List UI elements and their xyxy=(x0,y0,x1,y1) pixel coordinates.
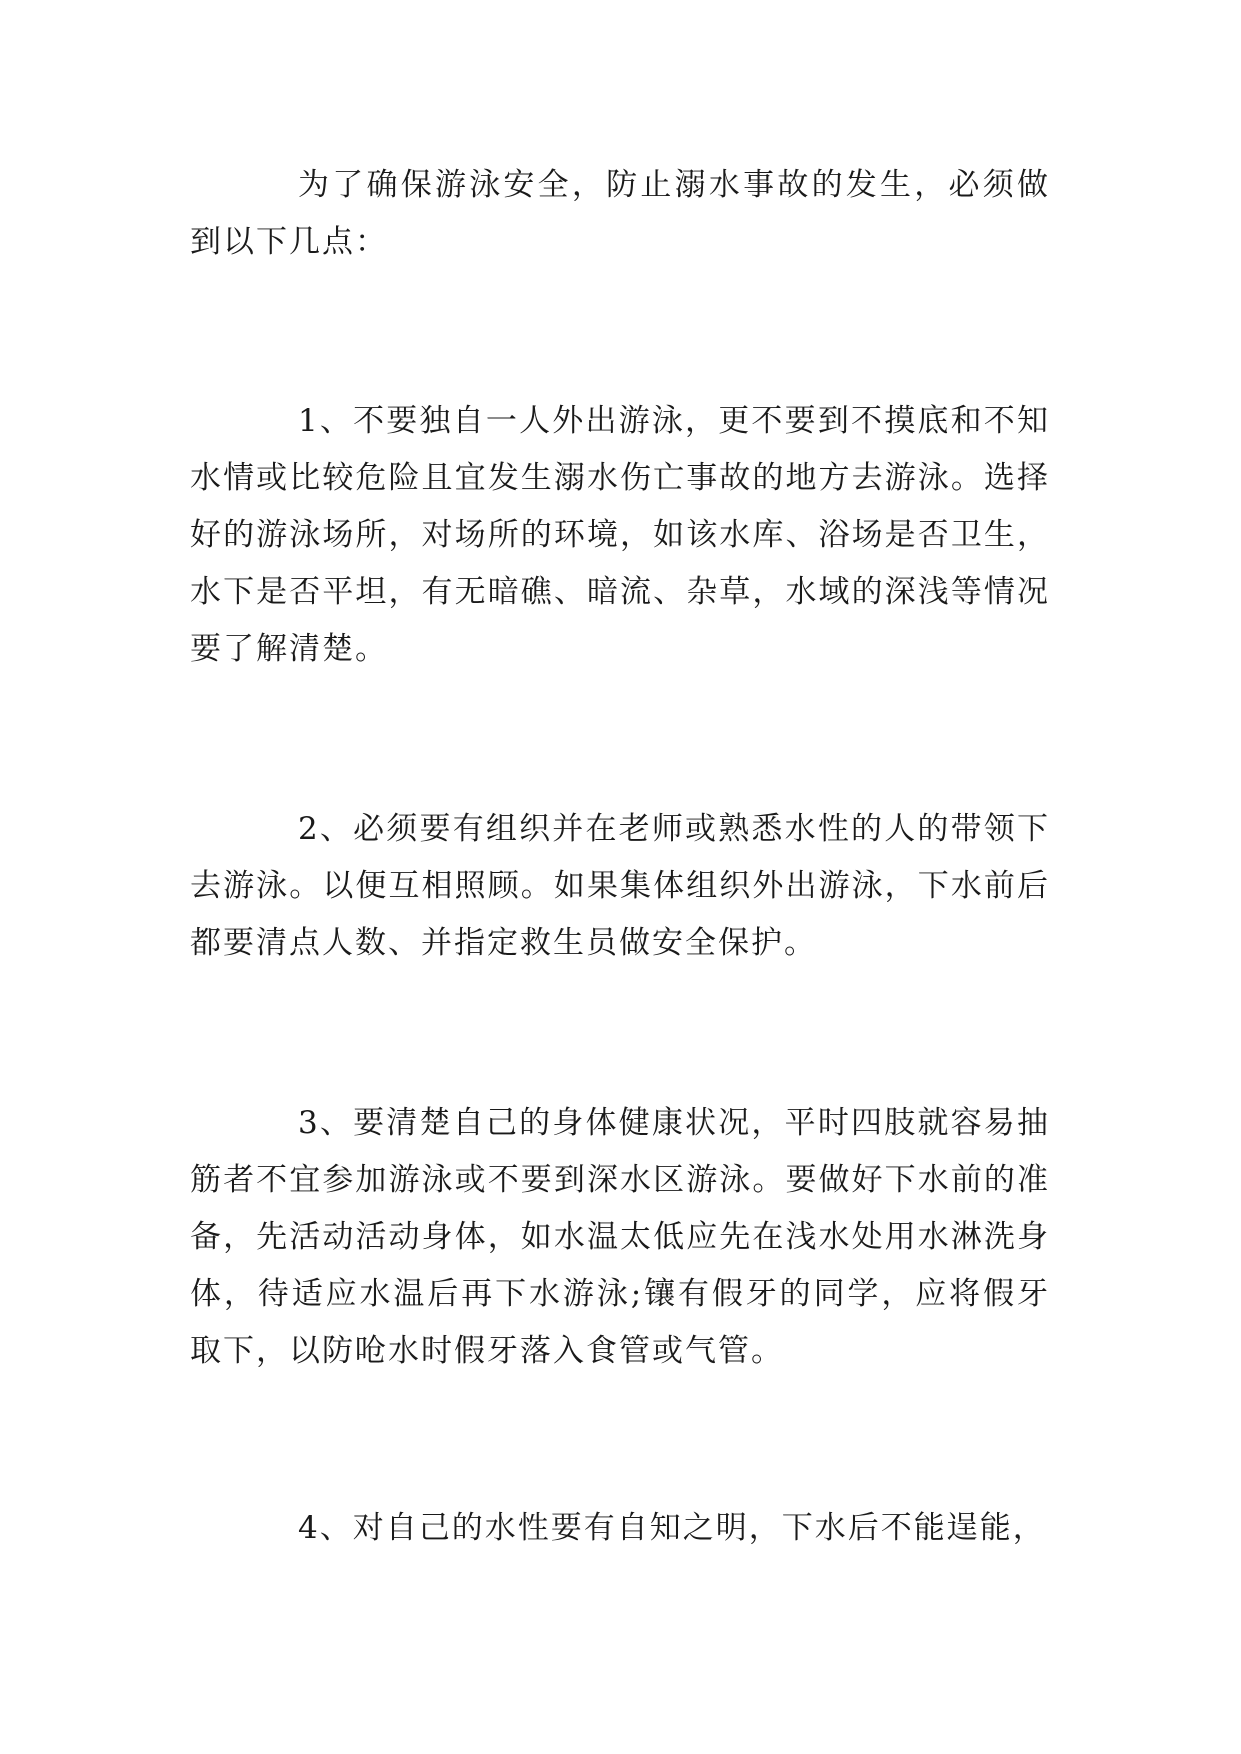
rule-paragraph-2: 2、必须要有组织并在老师或熟悉水性的人的带领下去游泳。以便互相照顾。如果集体组织外出游泳，下水前后都要清点人数、并指定救生员做安全保护。 xyxy=(190,811,1050,961)
rule-paragraph-3: 3、要清楚自己的身体健康状况，平时四肢就容易抽筋者不宜参加游泳或不要到深水区游泳。要做好下水前的准备，先活动活动身体，如水温太低应先在浅水处用水淋洗身体，待适应水温后再下水游泳;镶有假牙的同学，应将假牙取下，以防呛水时假牙落入食管或气管。 xyxy=(190,1105,1050,1369)
rule-paragraph-4: 4、对自己的水性要有自知之明，下水后不能逞能， xyxy=(298,1510,1046,1546)
rule-paragraph-1: 1、不要独自一人外出游泳，更不要到不摸底和不知水情或比较危险且宜发生溺水伤亡事故的地方去游泳。选择好的游泳场所，对场所的环境，如该水库、浴场是否卫生，水下是否平坦，有无暗礁、暗流、杂草，水域的深浅等情况要了解清楚。 xyxy=(190,403,1050,667)
intro-paragraph: 为了确保游泳安全，防止溺水事故的发生，必须做到以下几点： xyxy=(190,167,1050,260)
